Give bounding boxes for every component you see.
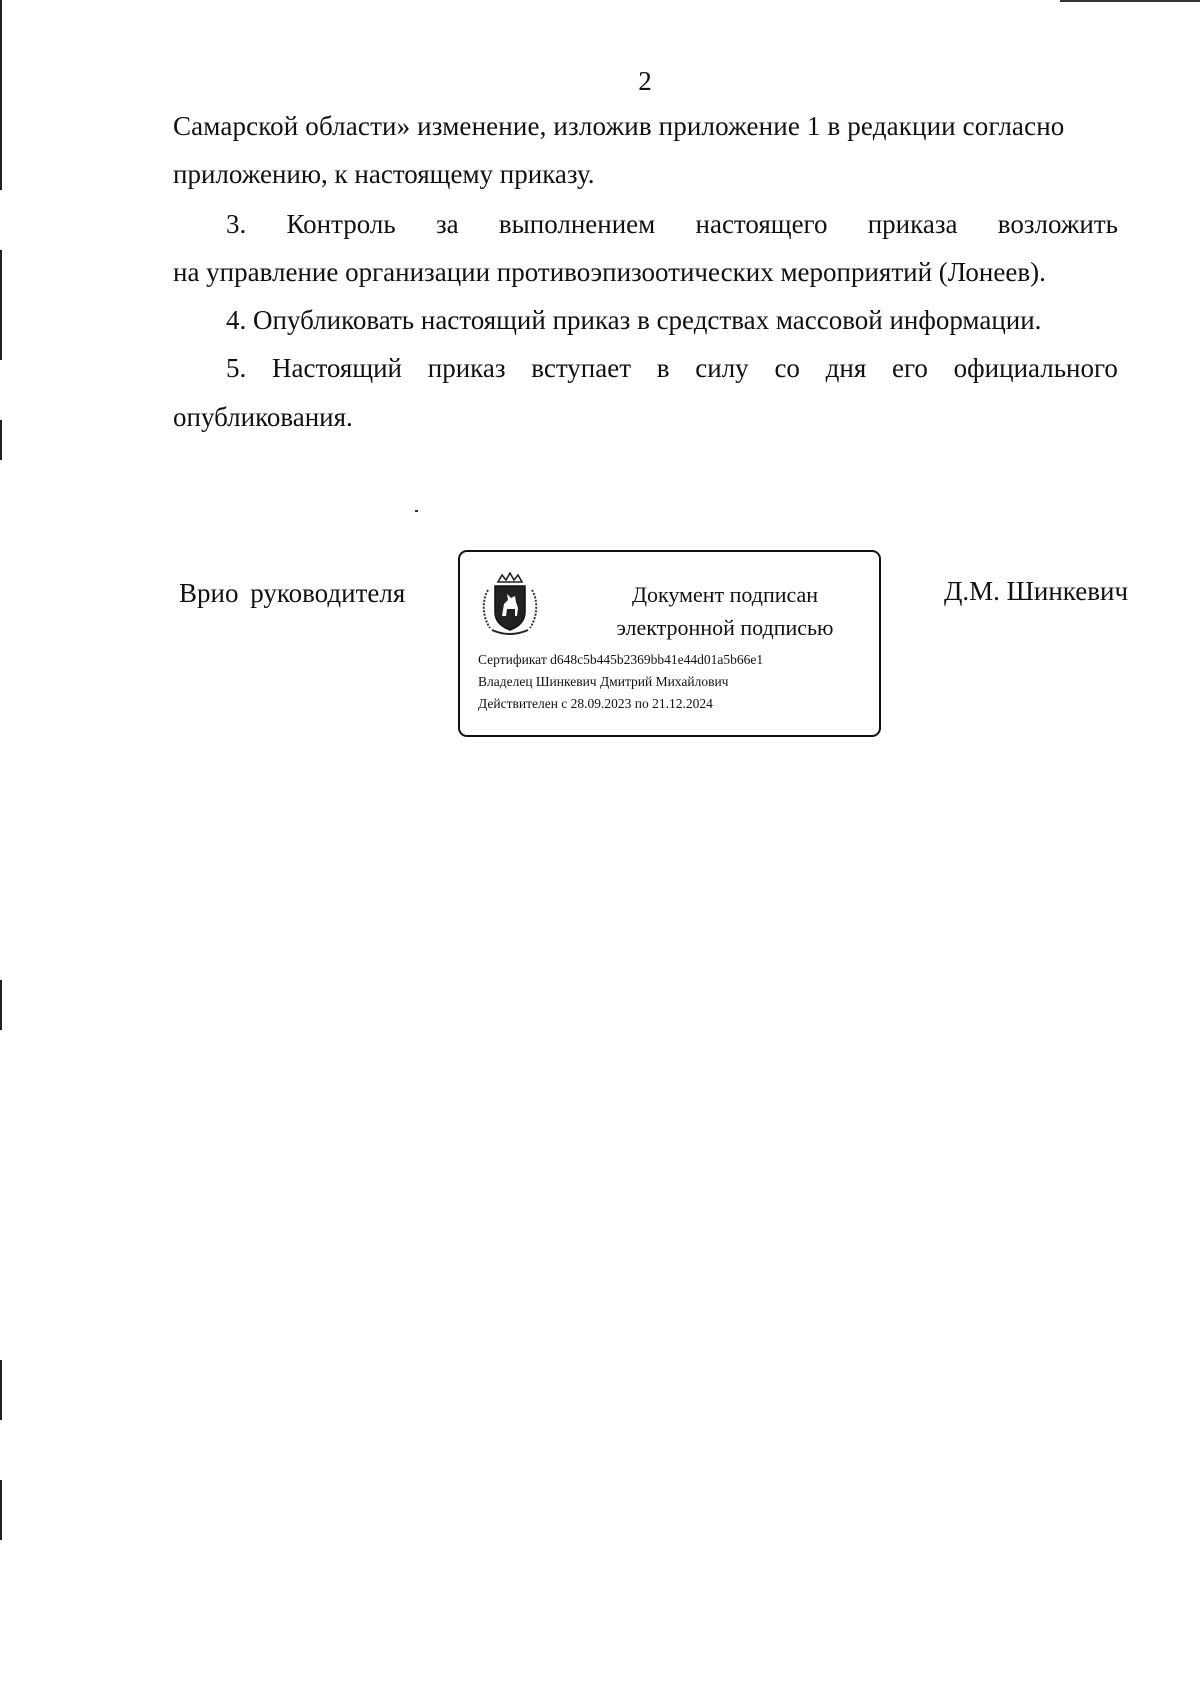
scan-edge-mark	[0, 1360, 2, 1420]
certificate-validity: Действителен с 28.09.2023 по 21.12.2024	[478, 696, 713, 711]
scan-edge-mark	[0, 980, 2, 1030]
word: 5.	[226, 353, 247, 383]
stamp-title	[580, 578, 870, 644]
coat-of-arms-icon	[480, 572, 540, 638]
word: приказа	[867, 209, 958, 239]
word: со	[774, 353, 800, 383]
scan-speck	[415, 510, 418, 512]
word: настоящего	[695, 209, 828, 239]
word: 3.	[226, 209, 247, 239]
word: за	[435, 209, 459, 239]
item-3-line	[226, 208, 1118, 240]
word: Настоящий	[272, 353, 403, 383]
item-5-line: опубликования.	[173, 402, 353, 432]
word: возложить	[997, 209, 1118, 239]
certificate-owner: Владелец Шинкевич Дмитрий Михайлович	[478, 674, 729, 689]
paragraph-line: приложению, к настоящему приказу.	[173, 159, 595, 189]
scan-edge-mark	[0, 420, 2, 460]
electronic-signature-stamp	[458, 550, 881, 737]
word: вступает	[531, 353, 632, 383]
stamp-title-line: электронной подписью	[616, 615, 834, 640]
word: приказ	[427, 353, 506, 383]
signer-name: Д.М. Шинкевич	[944, 576, 1129, 606]
scan-top-rule	[1060, 0, 1200, 2]
certificate-number: Сертификат d648c5b445b2369bb41e44d01a5b66e1	[478, 652, 764, 667]
scan-edge-mark	[0, 250, 2, 360]
word: официального	[953, 353, 1118, 383]
word: в	[656, 353, 670, 383]
item-5-line	[226, 352, 1118, 384]
word: Контроль	[286, 209, 396, 239]
word: выполнением	[498, 209, 656, 239]
word: дня	[825, 353, 867, 383]
stamp-title-line: Документ подписан	[631, 582, 819, 607]
page-number: 2	[638, 66, 652, 96]
stamp-details	[478, 649, 763, 715]
signer-role: Врио руководителя	[179, 578, 406, 608]
word: его	[892, 353, 928, 383]
word: силу	[695, 353, 749, 383]
item-3-line: на управление организации противоэпизоотических мероприятий (Лонеев).	[173, 257, 1046, 287]
scan-edge-mark	[0, 1480, 2, 1540]
item-4: 4. Опубликовать настоящий приказ в средствах массовой информации.	[226, 305, 1042, 335]
paragraph-line: Самарской области» изменение, изложив приложение 1 в редакции согласно	[173, 111, 1065, 141]
